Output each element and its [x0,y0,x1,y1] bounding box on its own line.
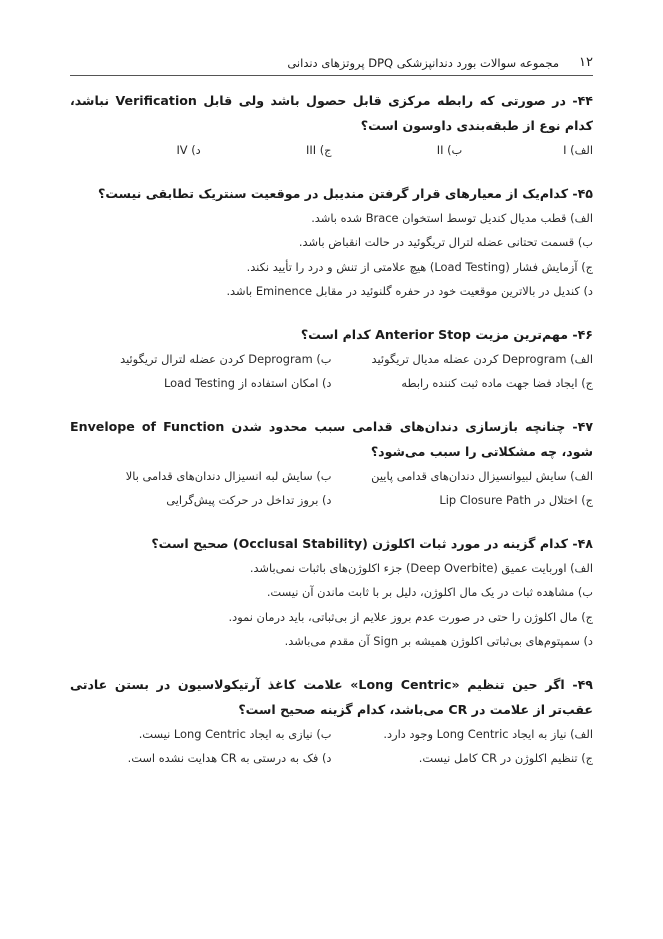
option-a: الف) اوربایت عمیق (Deep Overbite) جزء اکلوژن‌های باثبات نمی‌باشد. [249,560,593,575]
options [70,464,593,513]
option-d: د) فک به درستی به CR هدایت نشده است. [127,751,332,765]
option-d: د) IV [176,143,201,157]
option-a: الف) قطب مدیال کندیل توسط استخوان Brace شده باشد. [311,210,593,225]
question-text: ۴۵- کدام‌یک از معیارهای قرار گرفتن مندیبل در موقعیت سنتریک تطابقی نیست؟ [98,185,593,201]
option-b: ب) Deprogram کردن عضله لترال تریگوئید [120,351,332,366]
question-45 [70,181,593,304]
option-a: الف) سایش لبیوانسیزال دندان‌های قدامی پایین [371,468,593,483]
options [70,347,593,396]
option-d: د) امکان استفاده از Load Testing [164,376,332,390]
question-49 [70,672,593,771]
question-text: ۴۶- مهم‌ترین مزیت Anterior Stop کدام است؟ [300,326,593,342]
question-text: ۴۸- کدام گزینه در مورد ثبات اکلوژن (Occlusal Stability) صحیح است؟ [151,535,593,551]
option-d: د) بروز تداخل در حرکت پیش‌گرایی [166,493,332,507]
option-a: الف) Deprogram کردن عضله مدیال تریگوئید [371,351,593,366]
option-a: الف) نیاز به ایجاد Long Centric وجود دارد. [383,726,593,741]
option-b: ب) مشاهده ثبات در یک مال اکلوژن، دلیل بر با ثابت ماندن آن نیست. [266,585,593,599]
option-a: الف) I [563,143,593,157]
option-c: ج) مال اکلوژن را حتی در صورت عدم بروز علایم از بی‌ثباتی، باید درمان نمود. [228,609,593,624]
question-48 [70,531,593,654]
question-47 [70,414,593,513]
question-text: ۴۴- در صورتی که رابطه مرکزی قابل حصول باشد ولی قابل Verification نباشد، کدام نوع از طبقه‌بندی داوسون است؟ [70,93,593,133]
option-b: ب) قسمت تحتانی عضله لترال تریگوئید در حالت انقباض باشد. [298,235,593,249]
options [70,138,593,163]
question-46 [70,322,593,396]
page-header [70,53,593,76]
page-number: ۱۲ [579,55,593,70]
option-b: ب) II [436,143,463,157]
question-44 [70,88,593,163]
option-b: ب) سایش لبه انسیزال دندان‌های قدامی بالا [125,468,332,483]
option-c: ج) آزمایش فشار (Load Testing) هیچ علامتی از تنش و درد را تأیید نکند. [246,259,593,274]
option-c: ج) اختلال در Lip Closure Path [439,493,593,507]
option-c: ج) تنظیم اکلوژن در CR کامل نیست. [418,751,593,765]
option-b: ب) نیازی به ایجاد Long Centric نیست. [138,726,332,741]
option-d: د) سمپتوم‌های بی‌ثباتی اکلوژن همیشه بر Sign آن مقدم می‌باشد. [284,634,593,648]
option-c: ج) ایجاد فضا جهت ماده ثبت کننده رابطه [401,376,593,390]
question-text: ۴۹- اگر حین تنظیم «Long Centric» علامت کاغذ آرتیکولاسیون در بستن عادتی عقب‌تر از علامت در CR می‌باشد، کدام گزینه صحیح است؟ [70,676,593,717]
options [70,722,593,771]
question-list [70,88,593,789]
option-d: د) کندیل در بالاترین موقعیت خود در حفره گلنوئید در مقابل Eminence باشد. [226,284,593,298]
running-title: مجموعه سوالات بورد دندانپزشکی DPQ پروتزهای دندانی [287,56,559,70]
question-text: ۴۷- چنانچه بازسازی دندان‌های قدامی سبب محدود شدن Envelope of Function شود، چه مشکلاتی را سبب می‌شود؟ [70,418,594,459]
option-c: ج) III [306,143,332,157]
